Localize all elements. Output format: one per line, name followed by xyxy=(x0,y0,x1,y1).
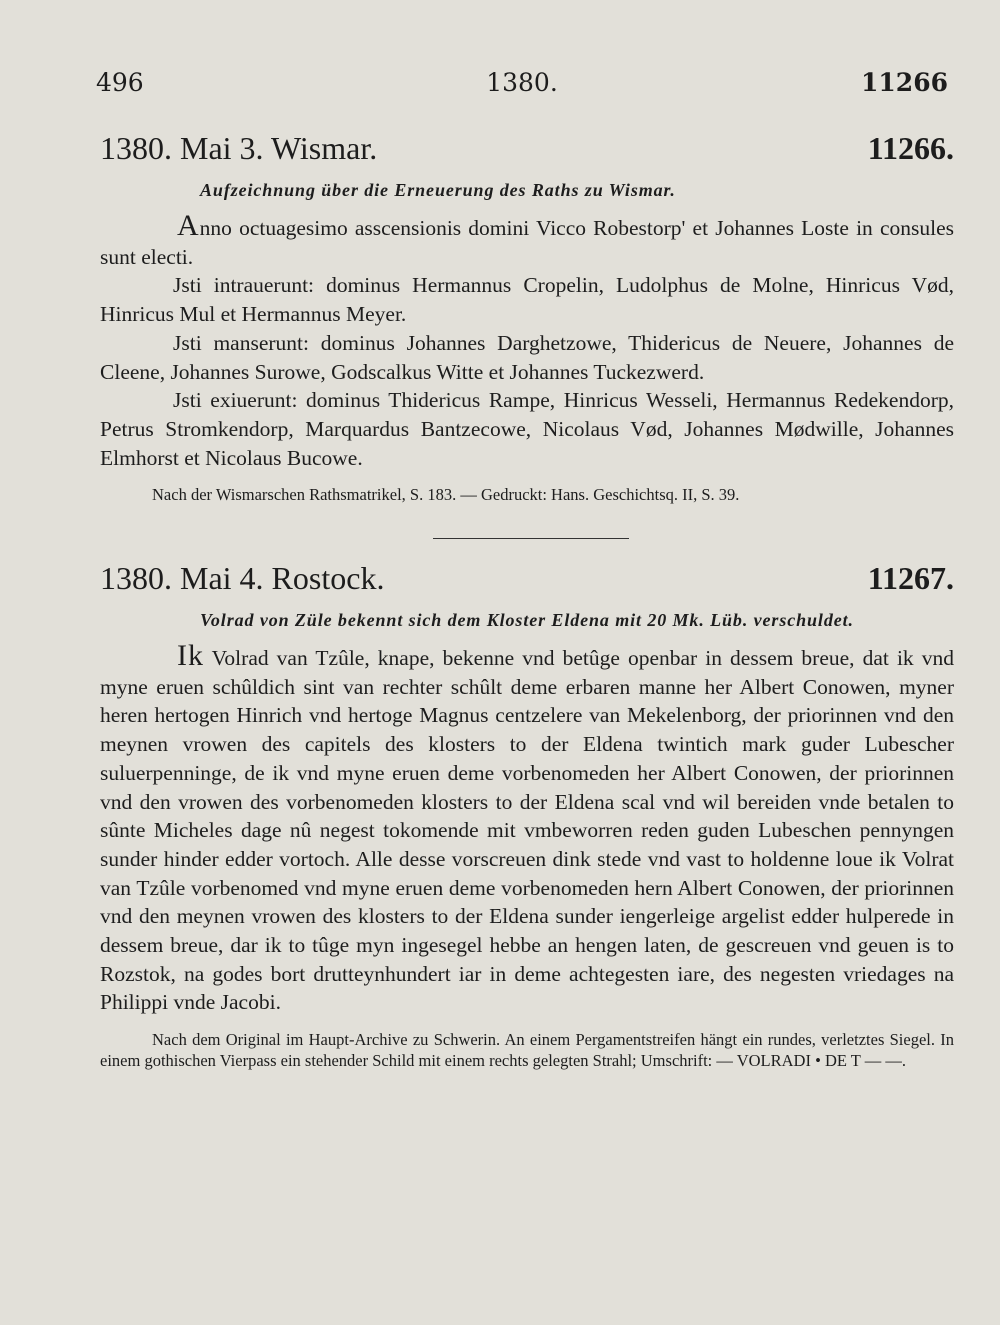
body-paragraph: Ik Volrad van Tzûle, knape, bekenne vnd betûge openbar in dessem breue, dat ik vnd myne eruen schûldich sint van rechter schûlt deme erbaren manne her Albert Conowen, myner heren hertogen Hinrich vnd hertoge Magnus centzelere van Mekelenborg, der priorinnen vnd den meynen vrowen des capitels des klosters to der Eldena twintich mark guder Lubescher suluerpenninge, de ik vnd myne eruen deme vorbenomeden her Albert Conowen, der priorinnen vnd den vrowen des vorbenomeden klosters to der Eldena scal vnd wil bereiden vnde betalen to sûnte Micheles dage nû negest tokomende mit vmbeworren reden guden Lubeschen pennyngen sunder hinder edder vortoch. Alle desse vorscreuen dink stede vnd vast to holdenne loue ik Volrat van Tzûle vorbenomed vnd myne eruen deme vorbenomeden hern Albert Conowen, der priorinnen vnd den meynen vrowen des klosters to der Eldena sunder iengerleige argelist edder hulperede in dessem breue, dar ik to tûge myn ingesegel hebbe an hengen laten, de gescreuen vnd geuen is to Rozstok, na godes bort drutteynhundert iar in deme achtegesten iare, des negesten vriedages na Philippi vnde Jacobi. xyxy=(100,639,954,1015)
document-date-place: 1380. Mai 4. Rostock. xyxy=(100,560,385,596)
body-paragraph: Anno octuagesimo asscensionis domini Vicco Robestorp' et Johannes Loste in consules sunt electi. xyxy=(100,209,954,269)
source-note: Nach der Wismarschen Rathsmatrikel, S. 183. — Gedruckt: Hans. Geschichtsq. II, S. 39. xyxy=(152,485,740,505)
document-date-place: 1380. Mai 3. Wismar. xyxy=(100,130,378,166)
document-body xyxy=(100,209,954,472)
source-note: Nach dem Original im Haupt-Archive zu Schwerin. An einem Pergamentstreifen hängt ein rundes, verletztes Siegel. In einem gothischen Vierpass ein stehender Schild mit einem rechts gelegten Strahl; Umschrift: — VOLRADI • DE T — —. xyxy=(100,1030,954,1071)
document-number: 11267. xyxy=(867,560,954,596)
document-body xyxy=(100,639,954,1017)
document-number: 11266. xyxy=(867,130,954,166)
initial-letter: A xyxy=(177,209,200,242)
document-heading xyxy=(100,130,954,174)
document-heading xyxy=(100,560,954,604)
initial-letter: Ik xyxy=(177,639,204,672)
document-regest: Aufzeichnung über die Erneuerung des Raths zu Wismar. xyxy=(200,180,676,200)
running-year: 1380. xyxy=(486,68,558,97)
body-paragraph: Jsti manserunt: dominus Johannes Darghetzowe, Thidericus de Neuere, Johannes de Cleene, Johannes Surowe, Godscalkus Witte et Johannes Tuckezwerd. xyxy=(100,330,954,384)
document-regest: Volrad von Züle bekennt sich dem Kloster Eldena mit 20 Mk. Lüb. verschuldet. xyxy=(200,610,854,630)
body-paragraph: Jsti exiuerunt: dominus Thidericus Rampe, Hinricus Wesseli, Hermannus Redekendorp, Petrus Stromkendorp, Marquardus Bantzecowe, Nicolaus Vød, Johannes Mødwille, Johannes Elmhorst et Nicolaus Bucowe. xyxy=(100,388,954,470)
document-11267 xyxy=(100,560,954,1071)
section-divider xyxy=(433,538,629,539)
running-header xyxy=(96,68,948,102)
page-number: 496 xyxy=(96,68,144,97)
document-11266 xyxy=(100,130,954,505)
body-paragraph: Jsti intrauerunt: dominus Hermannus Cropelin, Ludolphus de Molne, Hinricus Vød, Hinricus Mul et Hermannus Meyer. xyxy=(100,273,954,327)
running-document-number: 11266 xyxy=(861,68,948,97)
